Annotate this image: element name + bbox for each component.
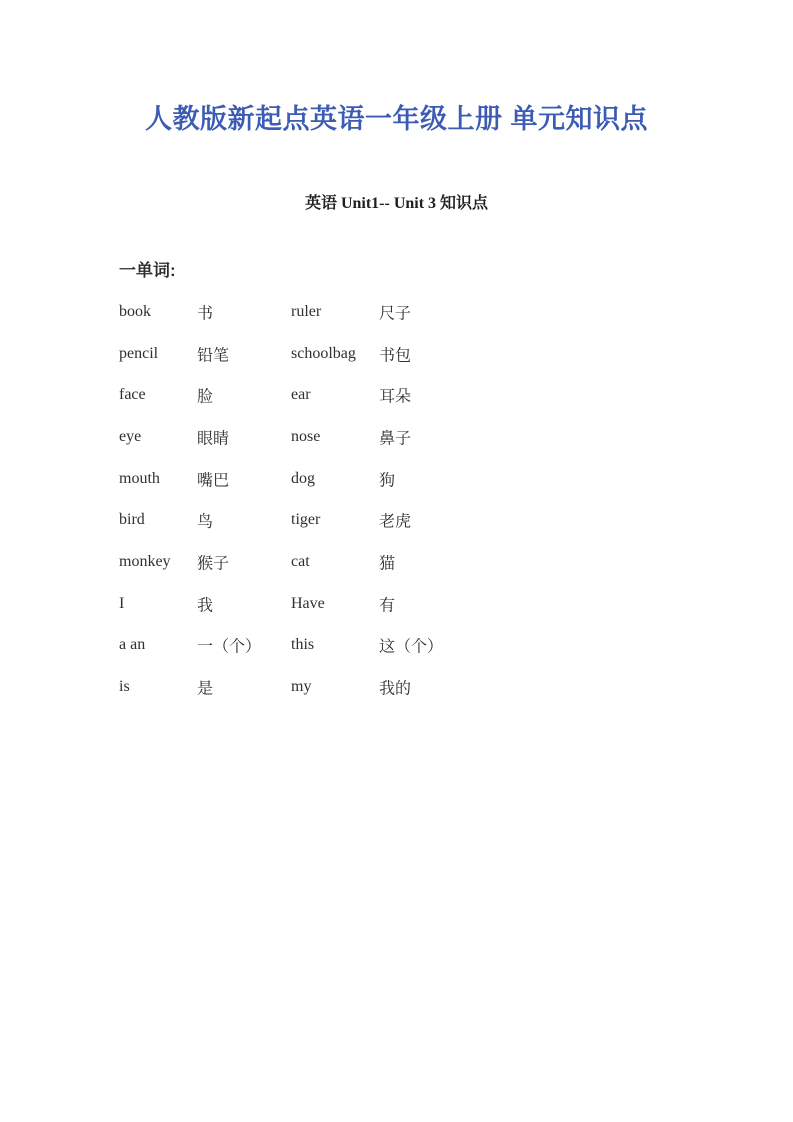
vocabulary-list — [119, 291, 639, 708]
vocab-row — [119, 416, 639, 458]
vocab-word-chinese: 鼻子 — [379, 430, 412, 448]
vocab-word-english: pencil — [119, 344, 159, 362]
vocab-word-english: bird — [119, 511, 145, 529]
vocab-row — [119, 291, 639, 333]
vocab-word-chinese: 鸟 — [197, 513, 214, 531]
vocab-word-english: mouth — [119, 469, 160, 487]
vocab-word-english: I — [119, 594, 125, 612]
vocab-word-english: ear — [291, 386, 311, 404]
vocab-row — [119, 458, 639, 500]
vocab-word-chinese: 是 — [197, 680, 214, 698]
vocab-word-chinese: 狗 — [379, 472, 396, 490]
vocab-word-chinese: 嘴巴 — [197, 472, 230, 490]
vocab-word-english: ruler — [291, 302, 322, 320]
vocab-row — [119, 541, 639, 583]
vocab-word-english: eye — [119, 427, 142, 445]
vocab-word-english: a an — [119, 636, 146, 654]
vocab-word-chinese: 猫 — [379, 555, 396, 573]
vocab-word-chinese: 书包 — [379, 347, 412, 365]
vocab-word-english: dog — [291, 469, 315, 487]
vocab-word-english: is — [119, 678, 130, 696]
vocab-word-chinese: 我的 — [379, 680, 412, 698]
vocab-row — [119, 374, 639, 416]
vocab-word-english: monkey — [119, 552, 171, 570]
vocab-word-english: book — [119, 302, 151, 320]
vocab-word-chinese: 尺子 — [379, 305, 412, 323]
vocab-word-chinese: 有 — [379, 597, 396, 615]
vocab-word-english: my — [291, 678, 312, 696]
vocab-row — [119, 583, 639, 625]
vocab-word-chinese: 猴子 — [197, 555, 230, 573]
section-heading-words: 一单词: — [119, 261, 176, 280]
vocab-word-chinese: 铅笔 — [197, 347, 230, 365]
vocab-word-chinese: 耳朵 — [379, 388, 412, 406]
document-subtitle: 英语 Unit1-- Unit 3 知识点 — [304, 195, 489, 212]
vocab-word-chinese: 眼睛 — [197, 430, 230, 448]
vocab-word-english: this — [291, 636, 315, 654]
vocab-word-english: nose — [291, 427, 321, 445]
vocab-word-chinese: 我 — [197, 597, 214, 615]
vocab-word-chinese: 脸 — [197, 388, 214, 406]
vocab-word-chinese: 老虎 — [379, 513, 412, 531]
vocab-word-english: face — [119, 386, 146, 404]
vocab-row — [119, 499, 639, 541]
vocab-word-chinese: 书 — [197, 305, 214, 323]
vocab-word-english: cat — [291, 552, 310, 570]
vocab-row — [119, 333, 639, 375]
vocab-row — [119, 666, 639, 708]
vocab-word-english: schoolbag — [291, 344, 356, 362]
vocab-word-chinese: 一（个） — [197, 638, 262, 656]
vocab-word-english: Have — [291, 594, 325, 612]
vocab-word-english: tiger — [291, 511, 321, 529]
vocab-word-chinese: 这（个） — [379, 638, 444, 656]
document-title: 人教版新起点英语一年级上册 单元知识点 — [144, 104, 648, 134]
vocab-row — [119, 625, 639, 667]
